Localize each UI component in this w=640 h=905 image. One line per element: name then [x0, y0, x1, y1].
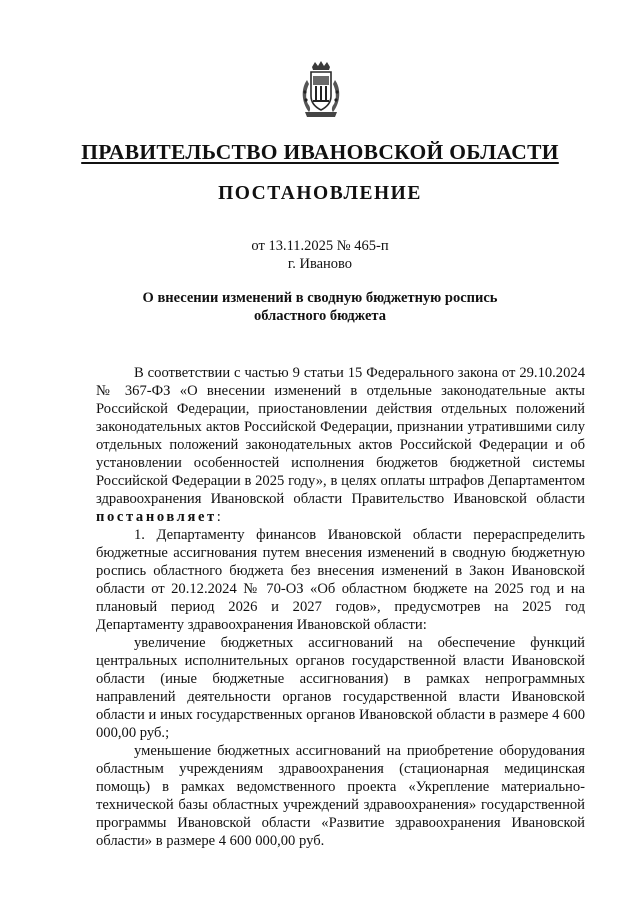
body-paragraph-decrease: уменьшение бюджетных ассигнований на приобретение оборудования областным учреждениям здравоохранения (стационарная медицинская помощь) в рамках ведомственного проекта «Укрепление материально-технической базы областных учреждений здравоохранения» государственной программы Ивановской области «Развитие здравоохранения Ивановской области» в размере 4 600 000,00 руб. [96, 743, 585, 849]
document-body [96, 364, 585, 850]
body-paragraph-preamble [96, 364, 585, 526]
government-title: ПРАВИТЕЛЬСТВО ИВАНОВСКОЙ ОБЛАСТИ [81, 140, 559, 164]
document-type-heading: ПОСТАНОВЛЕНИЕ [218, 183, 422, 204]
resolution-keyword: постановляет [96, 509, 217, 525]
document-subject [120, 289, 520, 325]
subject-line-2: областного бюджета [254, 308, 386, 324]
body-paragraph-item-1: 1. Департаменту финансов Ивановской области перераспределить бюджетные ассигнования путем внесения изменений в сводную бюджетную роспись областного бюджета без внесения изменений в Закон Ивановской области от 20.12.2024 № 70-ОЗ «Об областном бюджете на 2025 год и на плановый период 2026 и 2027 годов», предусмотрев на 2025 год Департаменту здравоохранения Ивановской области: [96, 527, 585, 633]
preamble-colon: : [216, 509, 221, 525]
coat-of-arms-icon [297, 60, 345, 120]
subject-line-1: О внесении изменений в сводную бюджетную роспись [142, 290, 498, 306]
body-paragraph-increase: увеличение бюджетных ассигнований на обеспечение функций центральных исполнительных органов государственной власти Ивановской области (иные бюджетные ассигнования) в рамках непрограммных направлений деятельности органов государственной власти Ивановской области и иных государственных органов Ивановской области в размере 4 600 000,00 руб.; [96, 635, 585, 741]
document-city: г. Иваново [287, 256, 353, 272]
document-date-number: от 13.11.2025 № 465-п [251, 238, 389, 254]
preamble-text: В соответствии с частью 9 статьи 15 Федерального закона от 29.10.2024 № 367-ФЗ «О внесении изменений в отдельные законодательные акты Российской Федерации, приостановлении действия отдельных положений законодательных актов Российской Федерации, признании утратившими силу отдельных положений законодательных актов Российской Федерации и об установлении особенностей исполнения бюджетов бюджетной системы Российской Федерации в 2025 году», в целях оплаты штрафов Департаментом здравоохранения Ивановской области Правительство Ивановской области [96, 365, 585, 507]
